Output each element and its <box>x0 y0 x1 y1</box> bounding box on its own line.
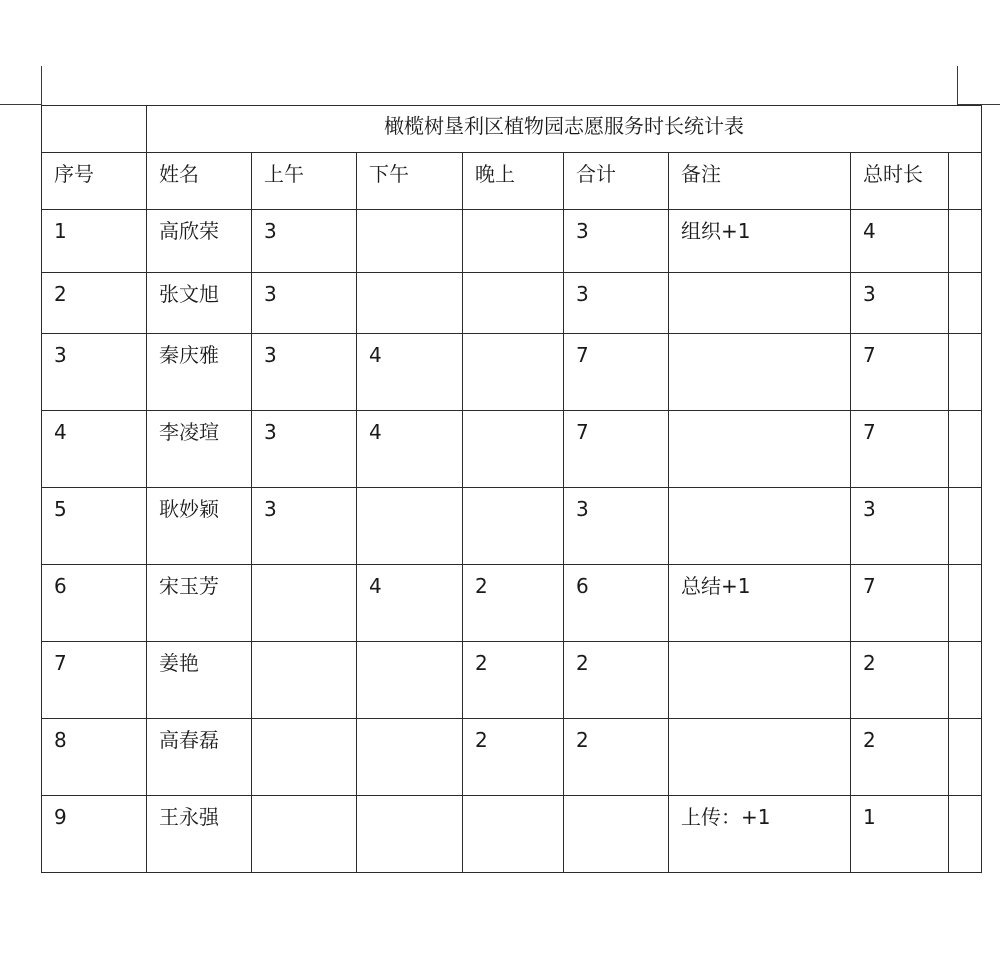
table-row <box>42 642 982 719</box>
cell-index[interactable]: 7 <box>42 642 147 719</box>
cell-evening[interactable] <box>463 488 564 565</box>
cell-name[interactable]: 宋玉芳 <box>147 565 252 642</box>
cell-extra[interactable] <box>949 565 982 642</box>
cell-extra[interactable] <box>949 488 982 565</box>
cell-afternoon[interactable] <box>357 488 463 565</box>
header-cell-afternoon[interactable]: 下午 <box>357 153 463 210</box>
cell-evening[interactable] <box>463 210 564 273</box>
cell-remarks[interactable] <box>669 488 851 565</box>
cell-index[interactable]: 6 <box>42 565 147 642</box>
cell-total-hours[interactable]: 7 <box>851 411 949 488</box>
cell-remarks[interactable] <box>669 719 851 796</box>
cell-index[interactable]: 3 <box>42 334 147 411</box>
cell-evening[interactable]: 2 <box>463 642 564 719</box>
cell-afternoon[interactable]: 4 <box>357 334 463 411</box>
cell-total-hours[interactable]: 7 <box>851 565 949 642</box>
cell-index[interactable]: 1 <box>42 210 147 273</box>
cell-morning[interactable] <box>252 796 357 873</box>
cell-index[interactable]: 2 <box>42 273 147 334</box>
cell-remarks[interactable] <box>669 411 851 488</box>
cell-subtotal[interactable]: 2 <box>564 642 669 719</box>
cell-name[interactable]: 高欣荣 <box>147 210 252 273</box>
cell-evening[interactable] <box>463 411 564 488</box>
header-row <box>42 153 982 210</box>
cell-extra[interactable] <box>949 642 982 719</box>
cell-total-hours[interactable]: 2 <box>851 719 949 796</box>
header-cell-name[interactable]: 姓名 <box>147 153 252 210</box>
title-row <box>42 106 982 153</box>
header-cell-remarks[interactable]: 备注 <box>669 153 851 210</box>
cell-morning[interactable]: 3 <box>252 411 357 488</box>
cell-evening[interactable] <box>463 796 564 873</box>
cell-total-hours[interactable]: 7 <box>851 334 949 411</box>
cell-name[interactable]: 秦庆雅 <box>147 334 252 411</box>
cell-extra[interactable] <box>949 411 982 488</box>
cell-index[interactable]: 9 <box>42 796 147 873</box>
cell-total-hours[interactable]: 1 <box>851 796 949 873</box>
cell-remarks[interactable] <box>669 273 851 334</box>
table-row <box>42 488 982 565</box>
cell-evening[interactable] <box>463 334 564 411</box>
cell-remarks[interactable]: 组织+1 <box>669 210 851 273</box>
cell-index[interactable]: 5 <box>42 488 147 565</box>
table-row <box>42 210 982 273</box>
cell-index[interactable]: 4 <box>42 411 147 488</box>
cell-name[interactable]: 张文旭 <box>147 273 252 334</box>
cell-subtotal[interactable]: 6 <box>564 565 669 642</box>
table-row <box>42 411 982 488</box>
table-row <box>42 796 982 873</box>
cell-extra[interactable] <box>949 719 982 796</box>
cell-subtotal[interactable]: 3 <box>564 488 669 565</box>
cell-name[interactable]: 姜艳 <box>147 642 252 719</box>
cell-morning[interactable]: 3 <box>252 488 357 565</box>
cell-name[interactable]: 王永强 <box>147 796 252 873</box>
cell-morning[interactable] <box>252 719 357 796</box>
cell-remarks[interactable] <box>669 642 851 719</box>
header-cell-total-hours[interactable]: 总时长 <box>851 153 949 210</box>
cell-remarks[interactable]: 上传：+1 <box>669 796 851 873</box>
table-title: 橄榄树垦利区植物园志愿服务时长统计表 <box>384 114 744 138</box>
cell-afternoon[interactable]: 4 <box>357 565 463 642</box>
cell-morning[interactable]: 3 <box>252 273 357 334</box>
cell-evening[interactable]: 2 <box>463 565 564 642</box>
cell-afternoon[interactable]: 4 <box>357 411 463 488</box>
header-cell-subtotal[interactable]: 合计 <box>564 153 669 210</box>
cell-name[interactable]: 耿妙颖 <box>147 488 252 565</box>
cell-total-hours[interactable]: 3 <box>851 488 949 565</box>
table-row <box>42 273 982 334</box>
cell-total-hours[interactable]: 4 <box>851 210 949 273</box>
cell-extra[interactable] <box>949 796 982 873</box>
cell-extra[interactable] <box>949 273 982 334</box>
table-row <box>42 719 982 796</box>
cell-name[interactable]: 高春磊 <box>147 719 252 796</box>
cell-afternoon[interactable] <box>357 719 463 796</box>
page-corner-mark-right-vertical <box>957 66 958 106</box>
table-row <box>42 565 982 642</box>
cell-morning[interactable] <box>252 565 357 642</box>
cell-subtotal[interactable] <box>564 796 669 873</box>
cell-evening[interactable] <box>463 273 564 334</box>
cell-afternoon[interactable] <box>357 273 463 334</box>
cell-subtotal[interactable]: 7 <box>564 411 669 488</box>
header-cell-extra[interactable] <box>949 153 982 210</box>
cell-subtotal[interactable]: 3 <box>564 273 669 334</box>
page-corner-mark-left-vertical <box>41 66 42 106</box>
cell-afternoon[interactable] <box>357 642 463 719</box>
cell-morning[interactable]: 3 <box>252 210 357 273</box>
cell-afternoon[interactable] <box>357 210 463 273</box>
cell-extra[interactable] <box>949 210 982 273</box>
cell-subtotal[interactable]: 2 <box>564 719 669 796</box>
cell-afternoon[interactable] <box>357 796 463 873</box>
volunteer-hours-table <box>41 105 982 873</box>
table-row <box>42 334 982 411</box>
cell-subtotal[interactable]: 7 <box>564 334 669 411</box>
header-cell-evening[interactable]: 晚上 <box>463 153 564 210</box>
cell-subtotal[interactable]: 3 <box>564 210 669 273</box>
header-cell-morning[interactable]: 上午 <box>252 153 357 210</box>
cell-total-hours[interactable]: 2 <box>851 642 949 719</box>
header-cell-index[interactable]: 序号 <box>42 153 147 210</box>
cell-morning[interactable] <box>252 642 357 719</box>
cell-name[interactable]: 李凌瑄 <box>147 411 252 488</box>
cell-remarks[interactable]: 总结+1 <box>669 565 851 642</box>
cell-evening[interactable]: 2 <box>463 719 564 796</box>
cell-index[interactable]: 8 <box>42 719 147 796</box>
page-corner-mark-left-horizontal <box>0 104 42 105</box>
cell-remarks[interactable] <box>669 334 851 411</box>
cell-total-hours[interactable]: 3 <box>851 273 949 334</box>
cell-extra[interactable] <box>949 334 982 411</box>
cell-morning[interactable]: 3 <box>252 334 357 411</box>
title-row-blank-cell[interactable] <box>42 106 147 153</box>
table-title-cell[interactable] <box>147 106 982 153</box>
